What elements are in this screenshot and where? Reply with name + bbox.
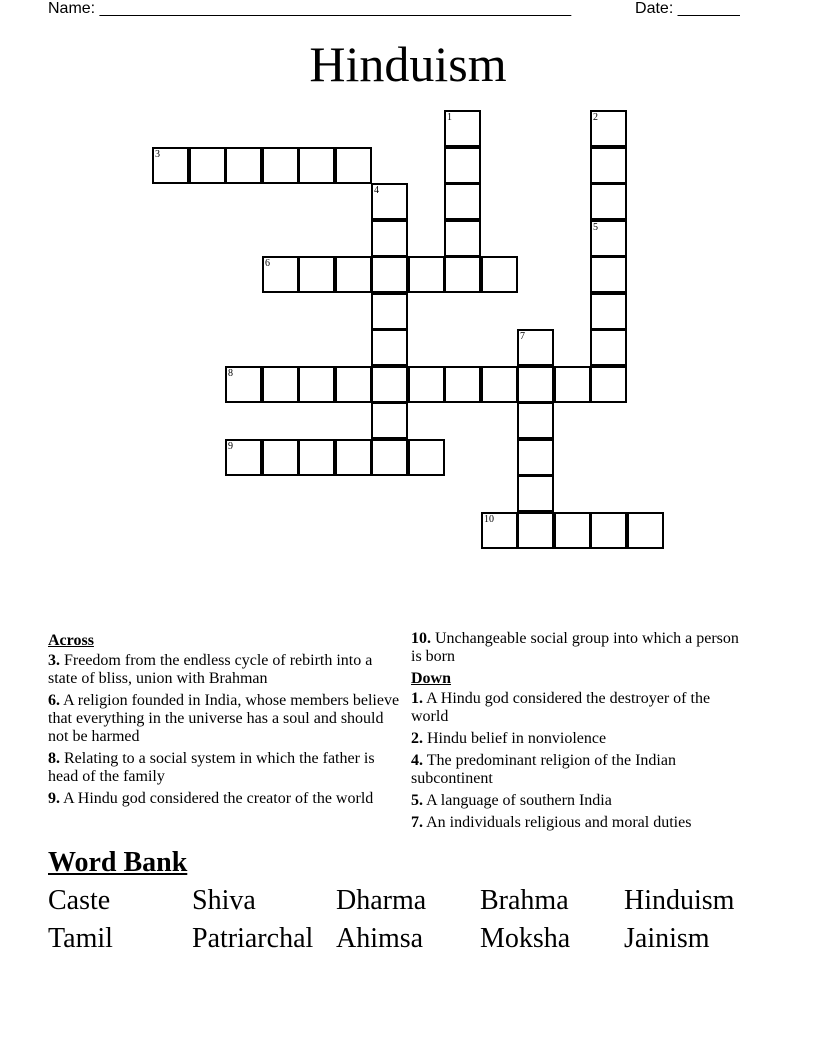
clue-number: 2 — [593, 112, 598, 123]
clue-number: 5 — [593, 222, 598, 233]
crossword-cell[interactable] — [517, 402, 554, 439]
clue-across-10: 10. Unchangeable social group into which a person is born — [411, 630, 739, 665]
word-bank-item: Shiva — [192, 885, 256, 916]
clue-number: 6 — [265, 258, 270, 269]
clue-down-5: 5. A language of southern India — [411, 792, 612, 809]
crossword-cell[interactable] — [298, 439, 335, 476]
crossword-cell[interactable] — [371, 220, 408, 257]
crossword-cell[interactable] — [371, 329, 408, 366]
crossword-cell[interactable] — [517, 475, 554, 512]
crossword-cell[interactable] — [590, 366, 627, 403]
crossword-cell[interactable] — [590, 220, 627, 257]
crossword-cell[interactable] — [371, 183, 408, 220]
clue-across-9: 9. A Hindu god considered the creator of the world — [48, 790, 374, 807]
crossword-cell[interactable] — [481, 366, 518, 403]
crossword-cell[interactable] — [335, 256, 372, 293]
crossword-cell[interactable] — [335, 147, 372, 184]
word-bank-item: Tamil — [48, 923, 113, 954]
across-heading: Across — [48, 632, 94, 649]
crossword-cell[interactable] — [444, 183, 481, 220]
crossword-cell[interactable] — [554, 366, 591, 403]
word-bank-title: Word Bank — [48, 847, 188, 878]
crossword-cell[interactable] — [517, 439, 554, 476]
crossword-cell[interactable] — [298, 147, 335, 184]
crossword-cell[interactable] — [335, 366, 372, 403]
crossword-cell[interactable] — [590, 183, 627, 220]
clue-number: 4 — [374, 185, 379, 196]
crossword-cell[interactable] — [444, 147, 481, 184]
crossword-cell[interactable] — [590, 147, 627, 184]
clue-across-8: 8. Relating to a social system in which the father is head of the family — [48, 750, 375, 785]
crossword-cell[interactable] — [225, 366, 262, 403]
crossword-cell[interactable] — [444, 256, 481, 293]
crossword-cell[interactable] — [481, 512, 518, 549]
word-bank-item: Hinduism — [624, 885, 735, 916]
crossword-cell[interactable] — [189, 147, 226, 184]
crossword-cell[interactable] — [590, 293, 627, 330]
crossword-cell[interactable] — [408, 439, 445, 476]
crossword-cell[interactable] — [590, 256, 627, 293]
word-bank-item: Ahimsa — [336, 923, 424, 954]
crossword-cell[interactable] — [517, 329, 554, 366]
crossword-cell[interactable] — [481, 256, 518, 293]
crossword-cell[interactable] — [408, 256, 445, 293]
crossword-cell[interactable] — [371, 402, 408, 439]
crossword-cell[interactable] — [590, 110, 627, 147]
crossword-cell[interactable] — [262, 256, 299, 293]
clue-down-7: 7. An individuals religious and moral duties — [411, 814, 692, 831]
crossword-cell[interactable] — [298, 256, 335, 293]
crossword-cell[interactable] — [517, 512, 554, 549]
crossword-cell[interactable] — [517, 366, 554, 403]
clue-number: 1 — [447, 112, 452, 123]
crossword-cell[interactable] — [298, 366, 335, 403]
crossword-cell[interactable] — [371, 366, 408, 403]
clue-number: 7 — [520, 331, 525, 342]
down-heading: Down — [411, 670, 452, 687]
name-field[interactable]: Name: _____________________________________________________ — [48, 0, 572, 17]
clue-number: 9 — [228, 441, 233, 452]
word-bank-item: Jainism — [624, 923, 710, 954]
crossword-cell[interactable] — [444, 220, 481, 257]
crossword-cell[interactable] — [590, 512, 627, 549]
crossword-cell[interactable] — [371, 439, 408, 476]
crossword-cell[interactable] — [590, 329, 627, 366]
crossword-cell[interactable] — [371, 293, 408, 330]
crossword-cell[interactable] — [408, 366, 445, 403]
page-title: Hinduism — [309, 36, 507, 92]
clues-column-left — [48, 630, 403, 812]
clues-column-right — [411, 630, 751, 836]
clue-number: 3 — [155, 149, 160, 160]
crossword-cell[interactable] — [262, 366, 299, 403]
crossword-cell[interactable] — [225, 439, 262, 476]
crossword-cell[interactable] — [444, 366, 481, 403]
word-bank-item: Brahma — [480, 885, 569, 916]
word-bank-item: Dharma — [336, 885, 427, 916]
crossword-cell[interactable] — [371, 256, 408, 293]
crossword-cell[interactable] — [627, 512, 664, 549]
clue-down-2: 2. Hindu belief in nonviolence — [411, 730, 607, 747]
clue-across-6: 6. A religion founded in India, whose members believe that everything in the universe has a soul and should not be harmed — [48, 692, 400, 745]
crossword-cell[interactable] — [554, 512, 591, 549]
word-bank-item: Moksha — [480, 923, 571, 954]
crossword-cell[interactable] — [444, 110, 481, 147]
clue-across-3: 3. Freedom from the endless cycle of rebirth into a state of bliss, union with Brahman — [48, 652, 373, 687]
date-field[interactable]: Date: _______ — [635, 0, 740, 17]
clue-number: 10 — [484, 514, 494, 525]
clue-down-4: 4. The predominant religion of the Indian subcontinent — [411, 752, 676, 787]
word-bank-item: Patriarchal — [192, 923, 314, 954]
crossword-cell[interactable] — [262, 147, 299, 184]
word-bank-item: Caste — [48, 885, 111, 916]
clue-number: 8 — [228, 368, 233, 379]
crossword-cell[interactable] — [335, 439, 372, 476]
crossword-cell[interactable] — [225, 147, 262, 184]
clue-down-1: 1. A Hindu god considered the destroyer of the world — [411, 690, 711, 725]
crossword-cell[interactable] — [262, 439, 299, 476]
crossword-cell[interactable] — [152, 147, 189, 184]
word-bank — [48, 884, 788, 960]
